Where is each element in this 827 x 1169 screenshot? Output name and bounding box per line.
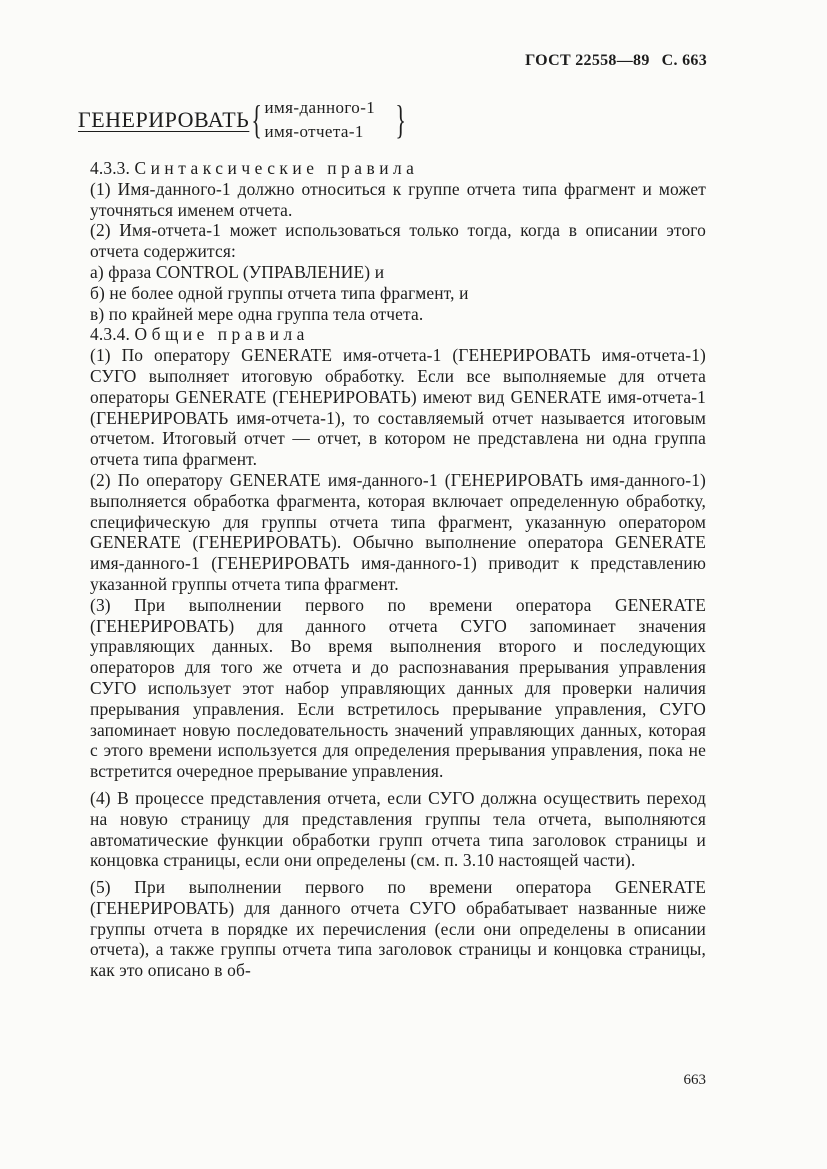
syntax-verb: ГЕНЕРИРОВАТЬ: [78, 107, 250, 132]
section-heading-4-3-3: 4.3.3. Синтаксические правила: [90, 158, 419, 178]
list-item: в) по крайней мере одна группа тела отчета.: [90, 303, 424, 324]
syntax-format-block: [78, 94, 408, 146]
syntax-option-report-name: имя-отчета-1: [264, 122, 364, 141]
page-number: 663: [683, 1072, 706, 1088]
document-body: [86, 158, 706, 981]
right-brace: }: [395, 97, 407, 142]
paragraph: (3) При выполнении первого по времени оператора GENERATE (ГЕНЕРИРОВАТЬ) для данного отчета СУГО запоминает значения управляющих данных. Во время выполнения второго и последующих операторов для того же отчета и до распознавания прерывания управления СУГО использует этот набор управляющих данных для проверки наличия прерывания управления. Если встретилось прерывание управления, СУГО запоминает новую последовательность значений управляющих данных, которая с этого времени используется для определения прерывания управления, пока не встретится очередное прерывание управления.: [90, 594, 706, 782]
running-header: [525, 52, 707, 70]
paragraph: (2) Имя-отчета-1 может использоваться только тогда, когда в описании этого отчета содержится:: [90, 220, 706, 262]
paragraph: (2) По оператору GENERATE имя-данного-1 (ГЕНЕРИРОВАТЬ имя-данного-1) выполняется обработка фрагмента, которая включает определенную обработку, специфическую для группы отчета типа фрагмент, указанную оператором GENERATE (ГЕНЕРИРОВАТЬ). Обычно выполнение оператора GENERATE имя-данного-1 (ГЕНЕРИРОВАТЬ имя-данного-1) приводит к представлению указанной группы отчета типа фрагмент.: [90, 469, 706, 594]
left-brace: {: [251, 97, 263, 142]
section-heading-4-3-4: 4.3.4. Общие правила: [90, 324, 309, 345]
syntax-option-data-name: имя-данного-1: [264, 98, 376, 117]
paragraph: (1) Имя-данного-1 должно относиться к группе отчета типа фрагмент и может уточняться именем отчета.: [90, 178, 706, 220]
paragraph: (4) В процессе представления отчета, если СУГО должна осуществить переход на новую страницу для представления группы тела отчета, выполняются автоматические функции обработки групп отчета типа заголовок страницы и концовка страницы, если они определены (см. п. 3.10 настоящей части).: [90, 787, 706, 871]
page-label: С. 663: [661, 52, 707, 69]
syntax-alternatives: [265, 96, 376, 144]
paragraph: (1) По оператору GENERATE имя-отчета-1 (ГЕНЕРИРОВАТЬ имя-отчета-1) СУГО выполняет итоговую обработку. Если все выполняемые для отчета операторы GENERATE (ГЕНЕРИРОВАТЬ) имеют вид GENERATE имя-отчета-1 (ГЕНЕРИРОВАТЬ имя-отчета-1), то составляемый отчет называется итоговым отчетом. Итоговый отчет — отчет, в котором не представлена ни одна группа отчета типа фрагмент.: [90, 345, 706, 470]
list-item: а) фраза CONTROL (УПРАВЛЕНИЕ) и: [90, 261, 385, 282]
standard-number: ГОСТ 22558—89: [525, 52, 650, 69]
list-item: б) не более одной группы отчета типа фрагмент, и: [90, 282, 469, 303]
paragraph: (5) При выполнении первого по времени оператора GENERATE (ГЕНЕРИРОВАТЬ) для данного отчета СУГО обрабатывает названные ниже группы отчета в порядке их перечисления (если они определены в описании отчета), а также группы отчета типа заголовок страницы и концовка страницы, как это описано в об-: [90, 877, 706, 981]
